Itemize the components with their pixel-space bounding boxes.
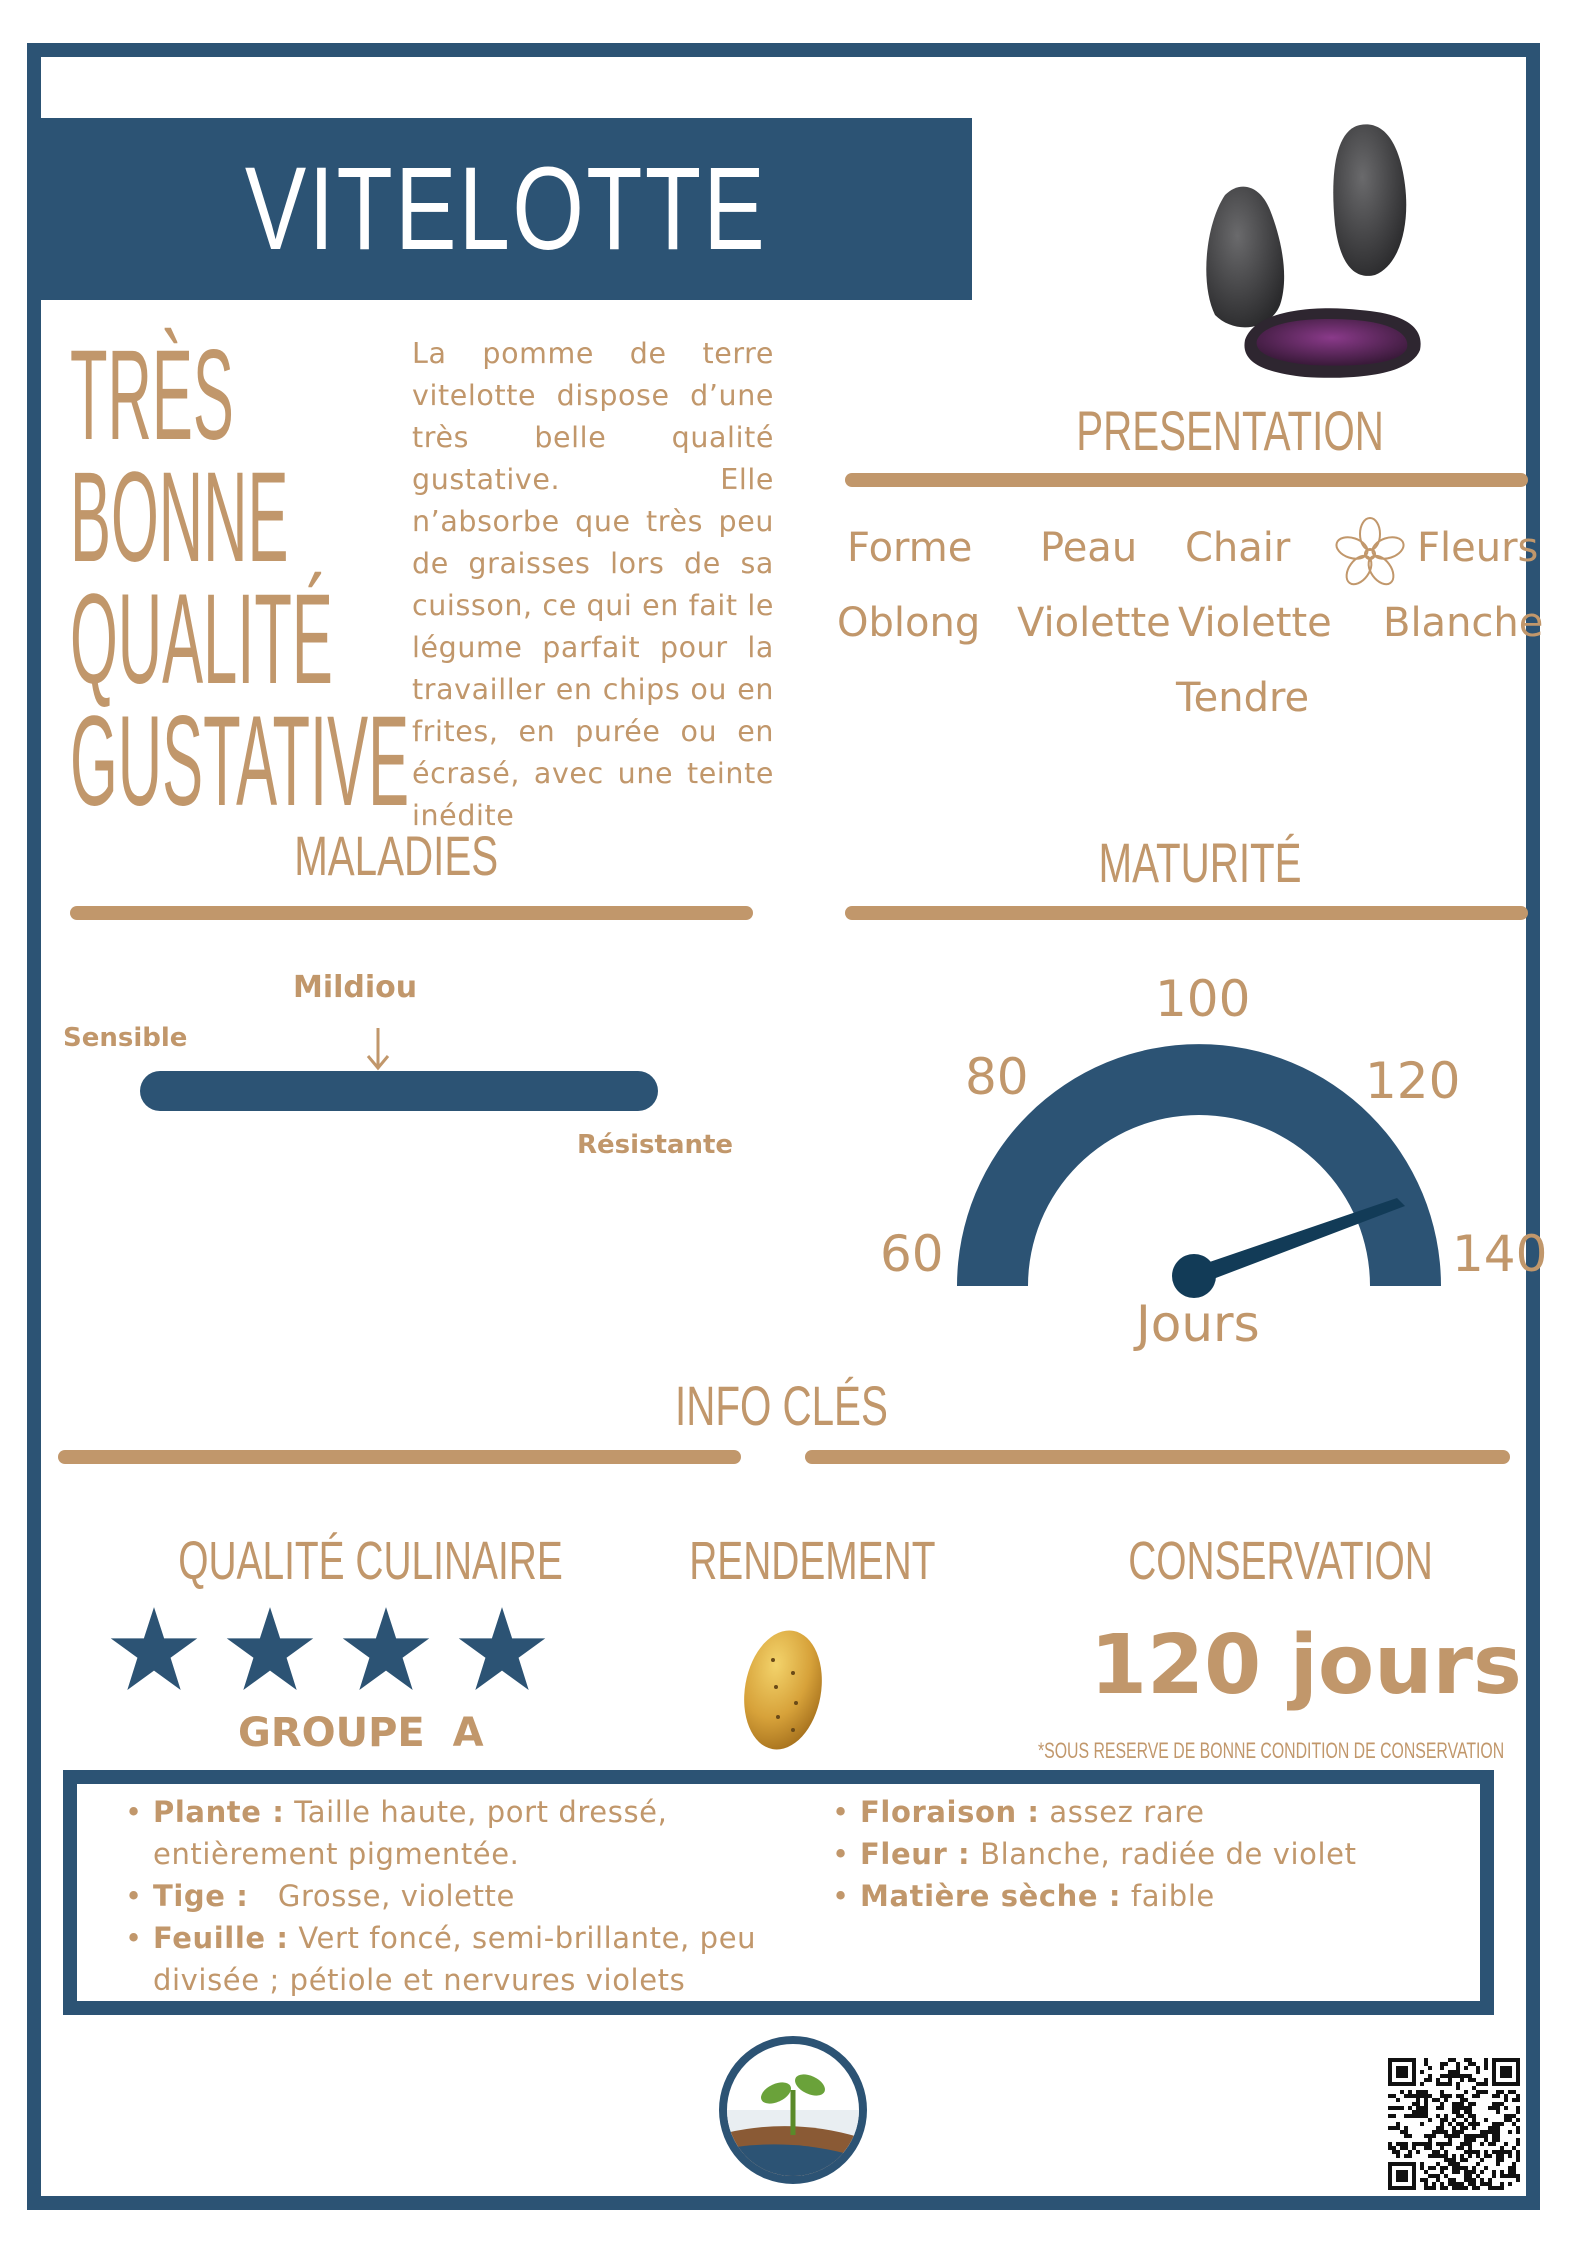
star-icon xyxy=(456,1605,548,1693)
feature-left-item xyxy=(153,1875,763,1917)
rendement-title: RENDEMENT xyxy=(689,1531,936,1591)
feature-right-item-text: assez rare xyxy=(1039,1795,1205,1829)
tick-140: 140 xyxy=(1452,1225,1548,1283)
feature-right-item-label: Fleur : xyxy=(860,1837,971,1871)
tick-60: 60 xyxy=(880,1225,944,1283)
conservation-title: CONSERVATION xyxy=(1128,1531,1433,1591)
resistance-scale xyxy=(140,1071,658,1111)
sprout-logo-icon xyxy=(718,2035,868,2185)
feature-right-item-text: Blanche, radiée de violet xyxy=(970,1837,1357,1871)
presentation-title: PRESENTATION xyxy=(1076,399,1384,462)
flower-icon xyxy=(1330,512,1410,592)
feature-left-item-label: Tige : xyxy=(153,1879,249,1913)
rating-stars xyxy=(108,1605,558,1695)
chair-value: Violette xyxy=(1178,600,1332,646)
forme-value: Oblong xyxy=(837,600,981,646)
feature-left-item-label: Feuille : xyxy=(153,1921,289,1955)
maturity-unit: Jours xyxy=(1136,1295,1260,1353)
maladies-title: MALADIES xyxy=(294,824,499,887)
mildiou-arrow-icon xyxy=(363,1026,393,1072)
chair-value-2: Tendre xyxy=(1176,675,1310,721)
star-icon xyxy=(108,1605,200,1693)
peau-value: Violette xyxy=(1017,600,1171,646)
qualite-title: QUALITÉ CULINAIRE xyxy=(178,1531,563,1591)
sensible-label: Sensible xyxy=(63,1023,188,1053)
feature-left-item-text: Taille haute, port dressé, entièrement pigmentée. xyxy=(153,1795,678,1871)
conservation-note: *SOUS RESERVE DE BONNE CONDITION DE CONSERVATION xyxy=(1038,1738,1505,1763)
groupe-label: GROUPE A xyxy=(238,1710,484,1756)
page-title: VITELOTTE xyxy=(244,143,768,275)
conservation-value: 120 jours xyxy=(1090,1618,1522,1713)
info-divider-right xyxy=(805,1450,1510,1464)
chair-label: Chair xyxy=(1185,525,1291,571)
headline-line-2: QUALITÉ xyxy=(70,568,333,711)
maturite-title: MATURITÉ xyxy=(1098,831,1302,894)
headline-line-1: TRÈS BONNE xyxy=(70,324,289,589)
feature-left-item xyxy=(153,1917,766,2001)
features-left xyxy=(123,1791,766,2001)
resistante-label: Résistante xyxy=(577,1130,734,1160)
feature-right-item xyxy=(860,1833,1430,1875)
potato-icon xyxy=(738,1625,828,1755)
features-right xyxy=(830,1791,1430,1917)
feature-left-item-text: Grosse, violette xyxy=(248,1879,515,1913)
feature-right-item-text: faible xyxy=(1121,1879,1215,1913)
qr-code-icon xyxy=(1388,2058,1520,2190)
info-divider-left xyxy=(58,1450,741,1464)
info-cles-title: INFO CLÉS xyxy=(675,1374,888,1437)
forme-label: Forme xyxy=(847,525,973,571)
feature-left-item-text: Vert foncé, semi-brillante, peu divisée ; pétiole et nervures violets xyxy=(153,1921,766,1997)
feature-left-item-label: Plante : xyxy=(153,1795,285,1829)
tick-120: 120 xyxy=(1365,1052,1461,1110)
feature-right-item xyxy=(860,1791,1430,1833)
mildiou-label: Mildiou xyxy=(293,970,418,1005)
feature-left-item xyxy=(153,1791,763,1875)
tick-80: 80 xyxy=(965,1048,1029,1106)
tick-100: 100 xyxy=(1155,970,1251,1028)
peau-label: Peau xyxy=(1040,525,1138,571)
maturite-divider xyxy=(845,906,1528,920)
fleurs-value: Blanche xyxy=(1383,600,1544,646)
star-icon xyxy=(340,1605,432,1693)
maladies-divider xyxy=(70,906,753,920)
feature-right-item xyxy=(860,1875,1430,1917)
presentation-divider xyxy=(845,473,1528,487)
star-icon xyxy=(224,1605,316,1693)
description: La pomme de terre vitelotte dispose d’une très belle qualité gustative. Elle n’absorbe que très peu de graisses lors de sa cuisson, ce qui en fait le légume parfait pour la travailler en chips ou en frites, en purée ou en écrasé, avec une teinte inédite xyxy=(412,337,774,832)
headline xyxy=(70,324,410,833)
purple-potatoes-image xyxy=(1185,115,1455,395)
fleurs-label: Fleurs xyxy=(1417,525,1539,571)
headline-line-3: GUSTATIVE xyxy=(70,690,410,833)
feature-right-item-label: Matière sèche : xyxy=(860,1879,1122,1913)
feature-right-item-label: Floraison : xyxy=(860,1795,1040,1829)
